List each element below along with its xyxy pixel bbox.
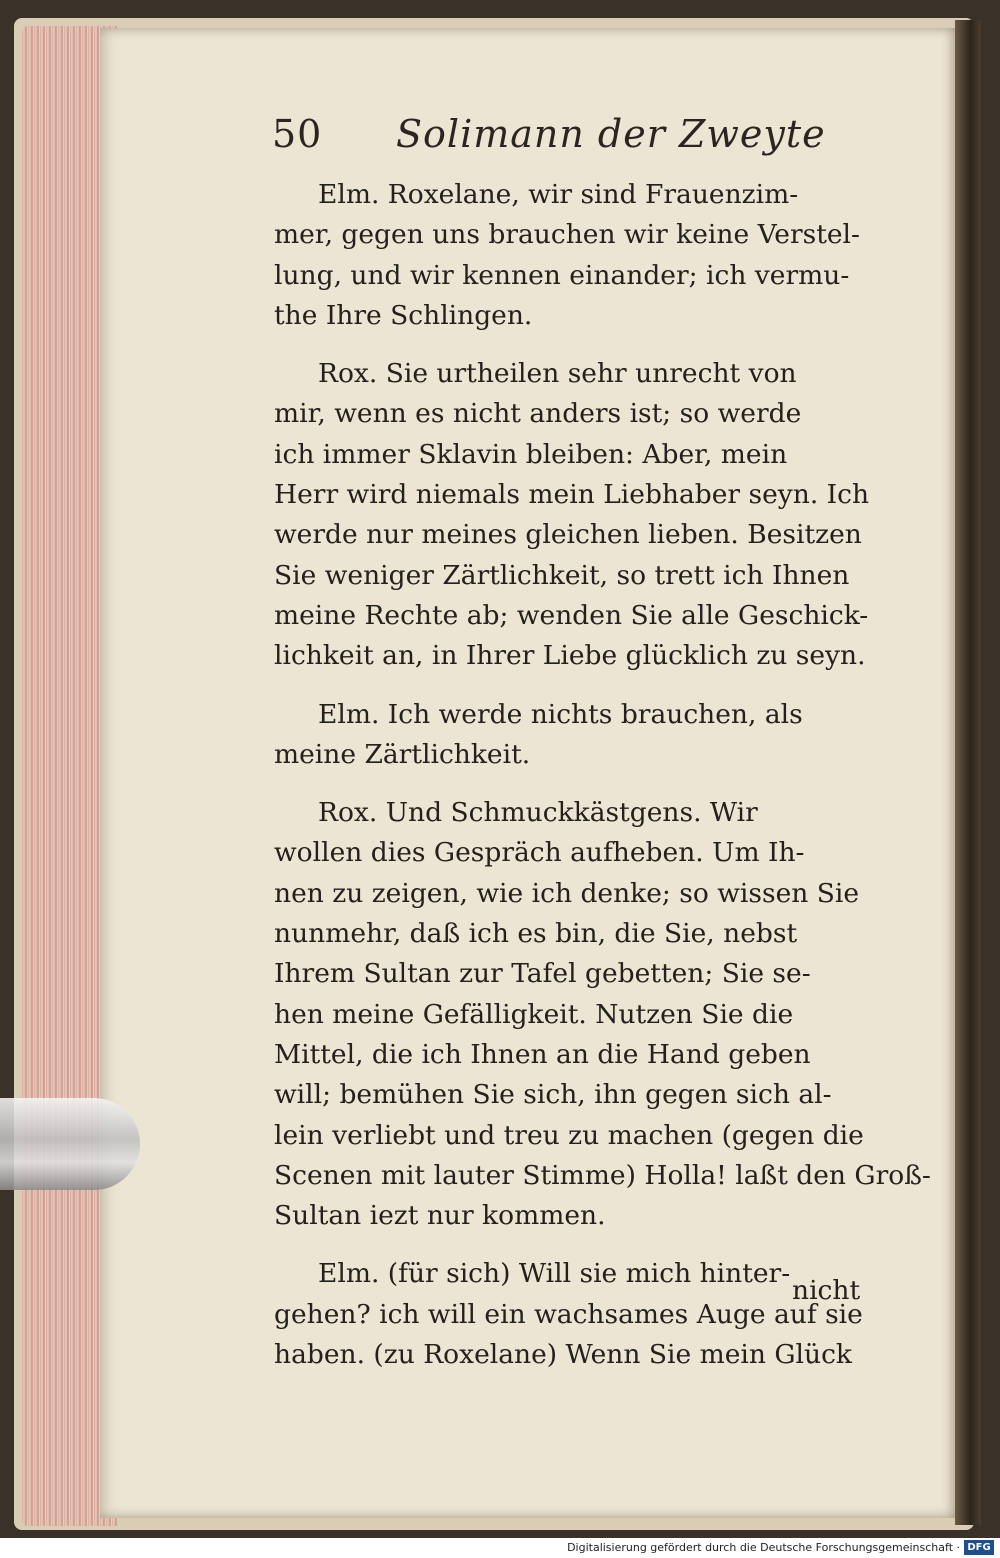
page-clip: [0, 1098, 140, 1190]
dfg-logo-icon: DFG: [964, 1540, 994, 1555]
text-line: Scenen mit lauter Stimme) Holla! laßt den Groß-: [274, 1159, 931, 1191]
text-line: Mittel, die ich Ihnen an die Hand geben: [274, 1038, 811, 1070]
text-line: Ihrem Sultan zur Tafel gebetten; Sie se-: [274, 958, 811, 990]
text-line: lein verliebt und treu zu machen (gegen die: [274, 1119, 864, 1151]
text-line: hen meine Gefälligkeit. Nutzen Sie die: [274, 998, 794, 1030]
text-line: mer, gegen uns brauchen wir keine Verstel-: [274, 219, 860, 251]
text-line: Sultan iezt nur kommen.: [274, 1200, 606, 1232]
binding-edge: [955, 20, 981, 1525]
text-line: will; bemühen Sie sich, ihn gegen sich al-: [274, 1079, 832, 1111]
funding-credit: Digitalisierung gefördert durch die Deutsche Forschungsgemeinschaft ·: [567, 1541, 960, 1554]
paragraph-gap: [274, 1236, 899, 1254]
text-line: gehen? ich will ein wachsames Auge auf sie: [274, 1298, 863, 1330]
page-number: 50: [272, 112, 323, 156]
text-line: Rox. Und Schmuckkästgens. Wir: [318, 797, 758, 829]
text-line: mir, wenn es nicht anders ist; so werde: [274, 398, 802, 430]
text-line: Sie weniger Zärtlichkeit, so trett ich Ihnen: [274, 559, 850, 591]
text-line: the Ihre Schlingen.: [274, 299, 533, 331]
page-header: [272, 106, 872, 164]
paragraph-gap: [274, 336, 899, 354]
text-line: Rox. Sie urtheilen sehr unrecht von: [318, 358, 797, 390]
text-line: haben. (zu Roxelane) Wenn Sie mein Glück: [274, 1339, 852, 1371]
text-line: wollen dies Gespräch aufheben. Um Ih-: [274, 837, 805, 869]
footer: [0, 1538, 1000, 1558]
text-line: Elm. (für sich) Will sie mich hinter-: [318, 1258, 791, 1290]
text-line: Elm. Ich werde nichts brauchen, als: [318, 698, 803, 730]
text-block: [274, 175, 931, 1375]
text-line: werde nur meines gleichen lieben. Besitzen: [274, 519, 862, 551]
catchword: nicht: [792, 1275, 861, 1306]
text-line: meine Zärtlichkeit.: [274, 738, 531, 770]
text-line: lung, und wir kennen einander; ich vermu-: [274, 259, 850, 291]
text-line: nen zu zeigen, wie ich denke; so wissen Sie: [274, 877, 860, 909]
text-line: Elm. Roxelane, wir sind Frauenzim-: [318, 179, 799, 210]
text-line: meine Rechte ab; wenden Sie alle Geschick-: [274, 599, 869, 631]
running-title: Solimann der Zweyte: [396, 112, 826, 156]
text-line: ich immer Sklavin bleiben: Aber, mein: [274, 438, 788, 470]
text-line: nunmehr, daß ich es bin, die Sie, nebst: [274, 918, 798, 950]
paragraph-gap: [274, 775, 899, 793]
paragraph-gap: [274, 677, 899, 695]
text-line: lichkeit an, in Ihrer Liebe glücklich zu seyn.: [274, 640, 866, 672]
text-line: Herr wird niemals mein Liebhaber seyn. Ich: [274, 479, 870, 511]
